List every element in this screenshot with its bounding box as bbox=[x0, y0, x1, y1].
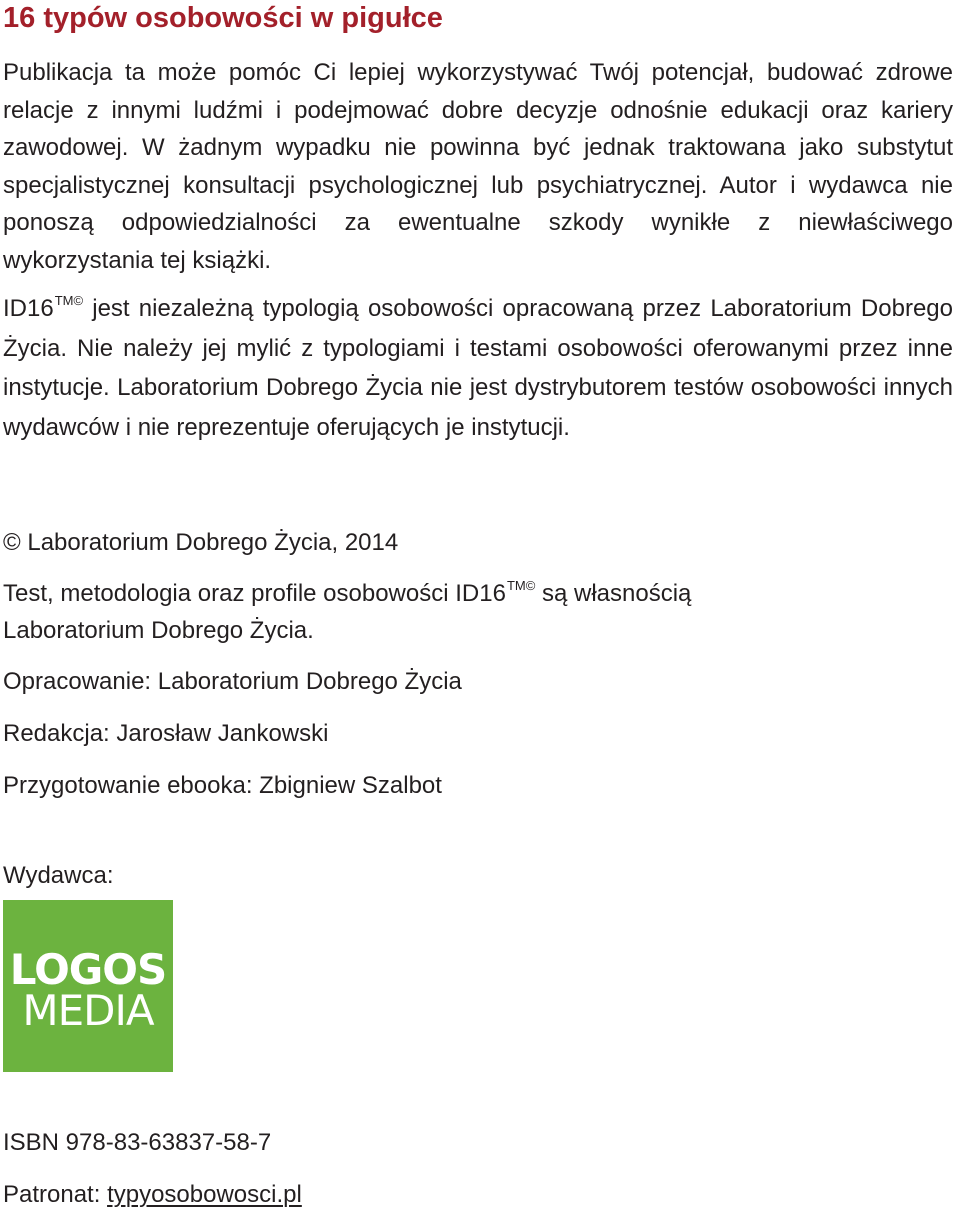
copyright-line: © Laboratorium Dobrego Życia, 2014 bbox=[3, 529, 399, 556]
isbn-line: ISBN 978-83-63837-58-7 bbox=[3, 1129, 272, 1156]
id16-note-paragraph bbox=[3, 289, 953, 447]
disclaimer-paragraph: Publikacja ta może pomóc Ci lepiej wykorzystywać Twój potencjał, budować zdrowe relacje z innymi ludźmi i podejmować dobre decyzje odnośnie edukacji oraz kariery zawodowej. W żadnym wypadku nie powinna być jednak traktowana jako substytut specjalistycznej konsultacji psychologicznej lub psychiatrycznej. Autor i wydawca nie ponoszą odpowiedzialności za ewentualne szkody wynikłe z niewłaściwego wykorzystania tej książki. bbox=[3, 59, 953, 274]
id16-note-text: jest niezależną typologią osobowości opracowaną przez Laboratorium Dobrego Życia. Nie należy jej mylić z typologiami i testami osobowości oferowanymi przez inne instytucje. Laboratorium Dobrego Życia nie jest dystrybutorem testów osobowości innych wydawców i nie reprezentuje oferujących je instytucji. bbox=[3, 295, 953, 441]
ownership-suffix: są własnością bbox=[535, 580, 692, 607]
patronat-link[interactable]: typyosobowosci.pl bbox=[107, 1181, 302, 1208]
trademark-mark: TM© bbox=[54, 293, 84, 308]
ownership-line-1 bbox=[3, 575, 691, 612]
page-title: 16 typów osobowości w pigułce bbox=[3, 2, 443, 34]
patronat-line bbox=[3, 1176, 302, 1213]
ownership-prefix: Test, metodologia oraz profile osobowości ID16 bbox=[3, 580, 506, 607]
credit-opracowanie: Opracowanie: Laboratorium Dobrego Życia bbox=[3, 668, 462, 695]
publisher-logo bbox=[3, 900, 173, 1072]
ownership-line-2: Laboratorium Dobrego Życia. bbox=[3, 617, 314, 644]
credit-ebook: Przygotowanie ebooka: Zbigniew Szalbot bbox=[3, 772, 442, 799]
credit-redakcja: Redakcja: Jarosław Jankowski bbox=[3, 720, 329, 747]
patronat-label: Patronat: bbox=[3, 1181, 108, 1208]
logo-text-logos: LOGOS bbox=[9, 945, 167, 994]
publisher-label: Wydawca: bbox=[3, 862, 114, 889]
id16-prefix: ID16 bbox=[3, 295, 54, 322]
trademark-mark: TM© bbox=[506, 578, 536, 593]
logo-text-media: MEDIA bbox=[22, 986, 154, 1035]
